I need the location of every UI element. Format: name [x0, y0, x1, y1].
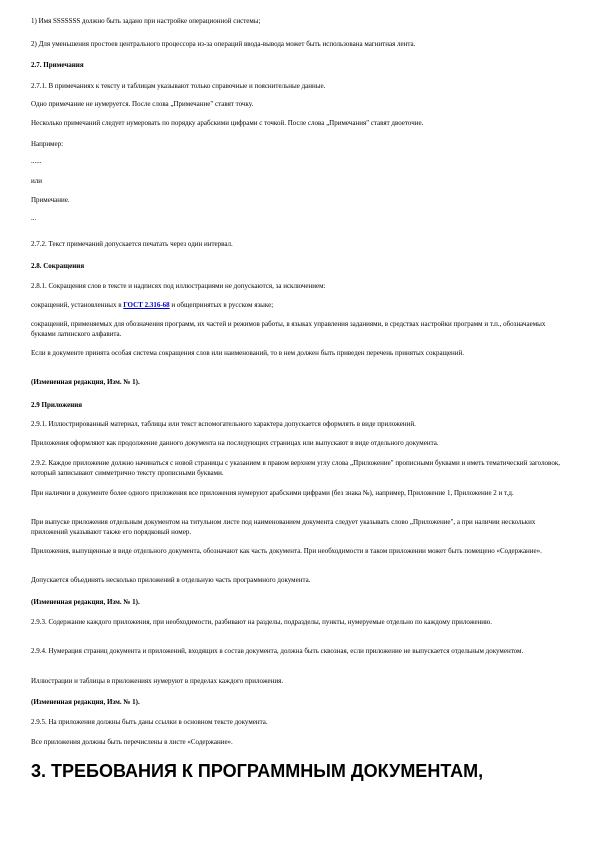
text-segment: и общепринятых в русском языке;	[169, 301, 274, 309]
ellipsis: ...	[31, 214, 37, 222]
paragraph: Допускается объединять несколько приложений в отдельную часть программного документа.	[31, 576, 311, 584]
ellipsis: ......	[31, 157, 42, 165]
paragraph: сокращений, применяемых для обозначения программ, их частей и режимов работы, в языках управления заданиями, в средствах настройки программ и т.п., обозначаемых буквами латинского алфавита.	[31, 320, 546, 338]
paragraph: 2.9.1. Иллюстрированный материал, таблицы или текст вспомогательного характера допускается оформлять в виде приложений.	[31, 420, 416, 428]
section-heading: 3. ТРЕБОВАНИЯ К ПРОГРАММНЫМ ДОКУМЕНТАМ,	[31, 761, 484, 781]
paragraph: Все приложения должны быть перечислены в листе «Содержание».	[31, 738, 233, 746]
text-segment: сокращений, установленных в	[31, 301, 124, 309]
paragraph: Приложения оформляют как продолжение данного документа на последующих страницах или выпускают в виде отдельного документа.	[31, 439, 439, 447]
gost-link[interactable]: ГОСТ 2.316-68	[123, 301, 170, 309]
paragraph: Иллюстрации и таблицы в приложениях нумеруют в пределах каждого приложения.	[31, 677, 284, 685]
paragraph: 2.7.1. В примечаниях к тексту и таблицам указывают только справочные и пояснительные данные.	[31, 82, 326, 90]
paragraph: Если в документе принята особая система сокращения слов или наименований, то в нем должен быть приведен перечень принятых сокращений.	[31, 349, 465, 357]
paragraph: 2.9.3. Содержание каждого приложения, при необходимости, разбивают на разделы, подразделы, пункты, нумеруемые отдельно по каждому приложению.	[31, 618, 493, 626]
paragraph: При наличии в документе более одного приложения все приложения нумеруют арабскими цифрами (без знака №), например, Приложение 1, Приложение 2 и т.д.	[31, 489, 514, 497]
list-item: 1) Имя SSSSSSS должно быть задано при настройке операционной системы;	[31, 17, 261, 25]
paragraph: или	[31, 177, 42, 185]
paragraph: Например:	[31, 140, 64, 148]
paragraph: 2.9.5. На приложения должны быть даны ссылки в основном тексте документа.	[31, 718, 268, 726]
amendment-note: (Измененная редакция, Изм. № 1).	[31, 378, 140, 386]
paragraph: 2.9.4. Нумерация страниц документа и приложений, входящих в состав документа, должна быть сквозная, если приложение не выпускается отдельным документом.	[31, 647, 524, 655]
paragraph	[31, 301, 561, 311]
subsection-title: 2.9 Приложения	[31, 401, 83, 409]
paragraph: 2.7.2. Текст примечаний допускается печатать через один интервал.	[31, 240, 233, 248]
amendment-note: (Измененная редакция, Изм. № 1).	[31, 698, 140, 706]
list-item: 2) Для уменьшения простоев центрального процессора из-за операций ввода-вывода может быть использована магнитная лента.	[31, 40, 416, 48]
amendment-note: (Измененная редакция, Изм. № 1).	[31, 598, 140, 606]
paragraph: Несколько примечаний следует нумеровать по порядку арабскими цифрами с точкой. После слова „Примечания" ставят двоеточие.	[31, 119, 424, 127]
paragraph: Одно примечание не нумеруется. После слова „Примечание" ставят точку.	[31, 100, 254, 108]
paragraph: 2.8.1. Сокращения слов в тексте и надписях под иллюстрациями не допускаются, за исключением:	[31, 282, 326, 290]
paragraph: 2.9.2. Каждое приложение должно начинаться с новой страницы с указанием в правом верхнем углу слова „Приложение" прописными буквами и иметь тематический заголовок, который записывают симметрично тексту прописными буквами.	[31, 459, 560, 477]
paragraph: Приложения, выпущенные в виде отдельного документа, обозначают как часть документа. При необходимости в таком приложении может быть помещено «Содержание».	[31, 547, 542, 555]
paragraph: Примечание.	[31, 196, 70, 204]
subsection-title: 2.8. Сокращения	[31, 262, 85, 270]
paragraph: При выпуске приложения отдельным документом на титульном листе под наименованием документа следует указывать слово „Приложение", а при наличии нескольких приложений указывают также его порядковый номер.	[31, 518, 536, 536]
subsection-title: 2.7. Примечания	[31, 61, 84, 69]
